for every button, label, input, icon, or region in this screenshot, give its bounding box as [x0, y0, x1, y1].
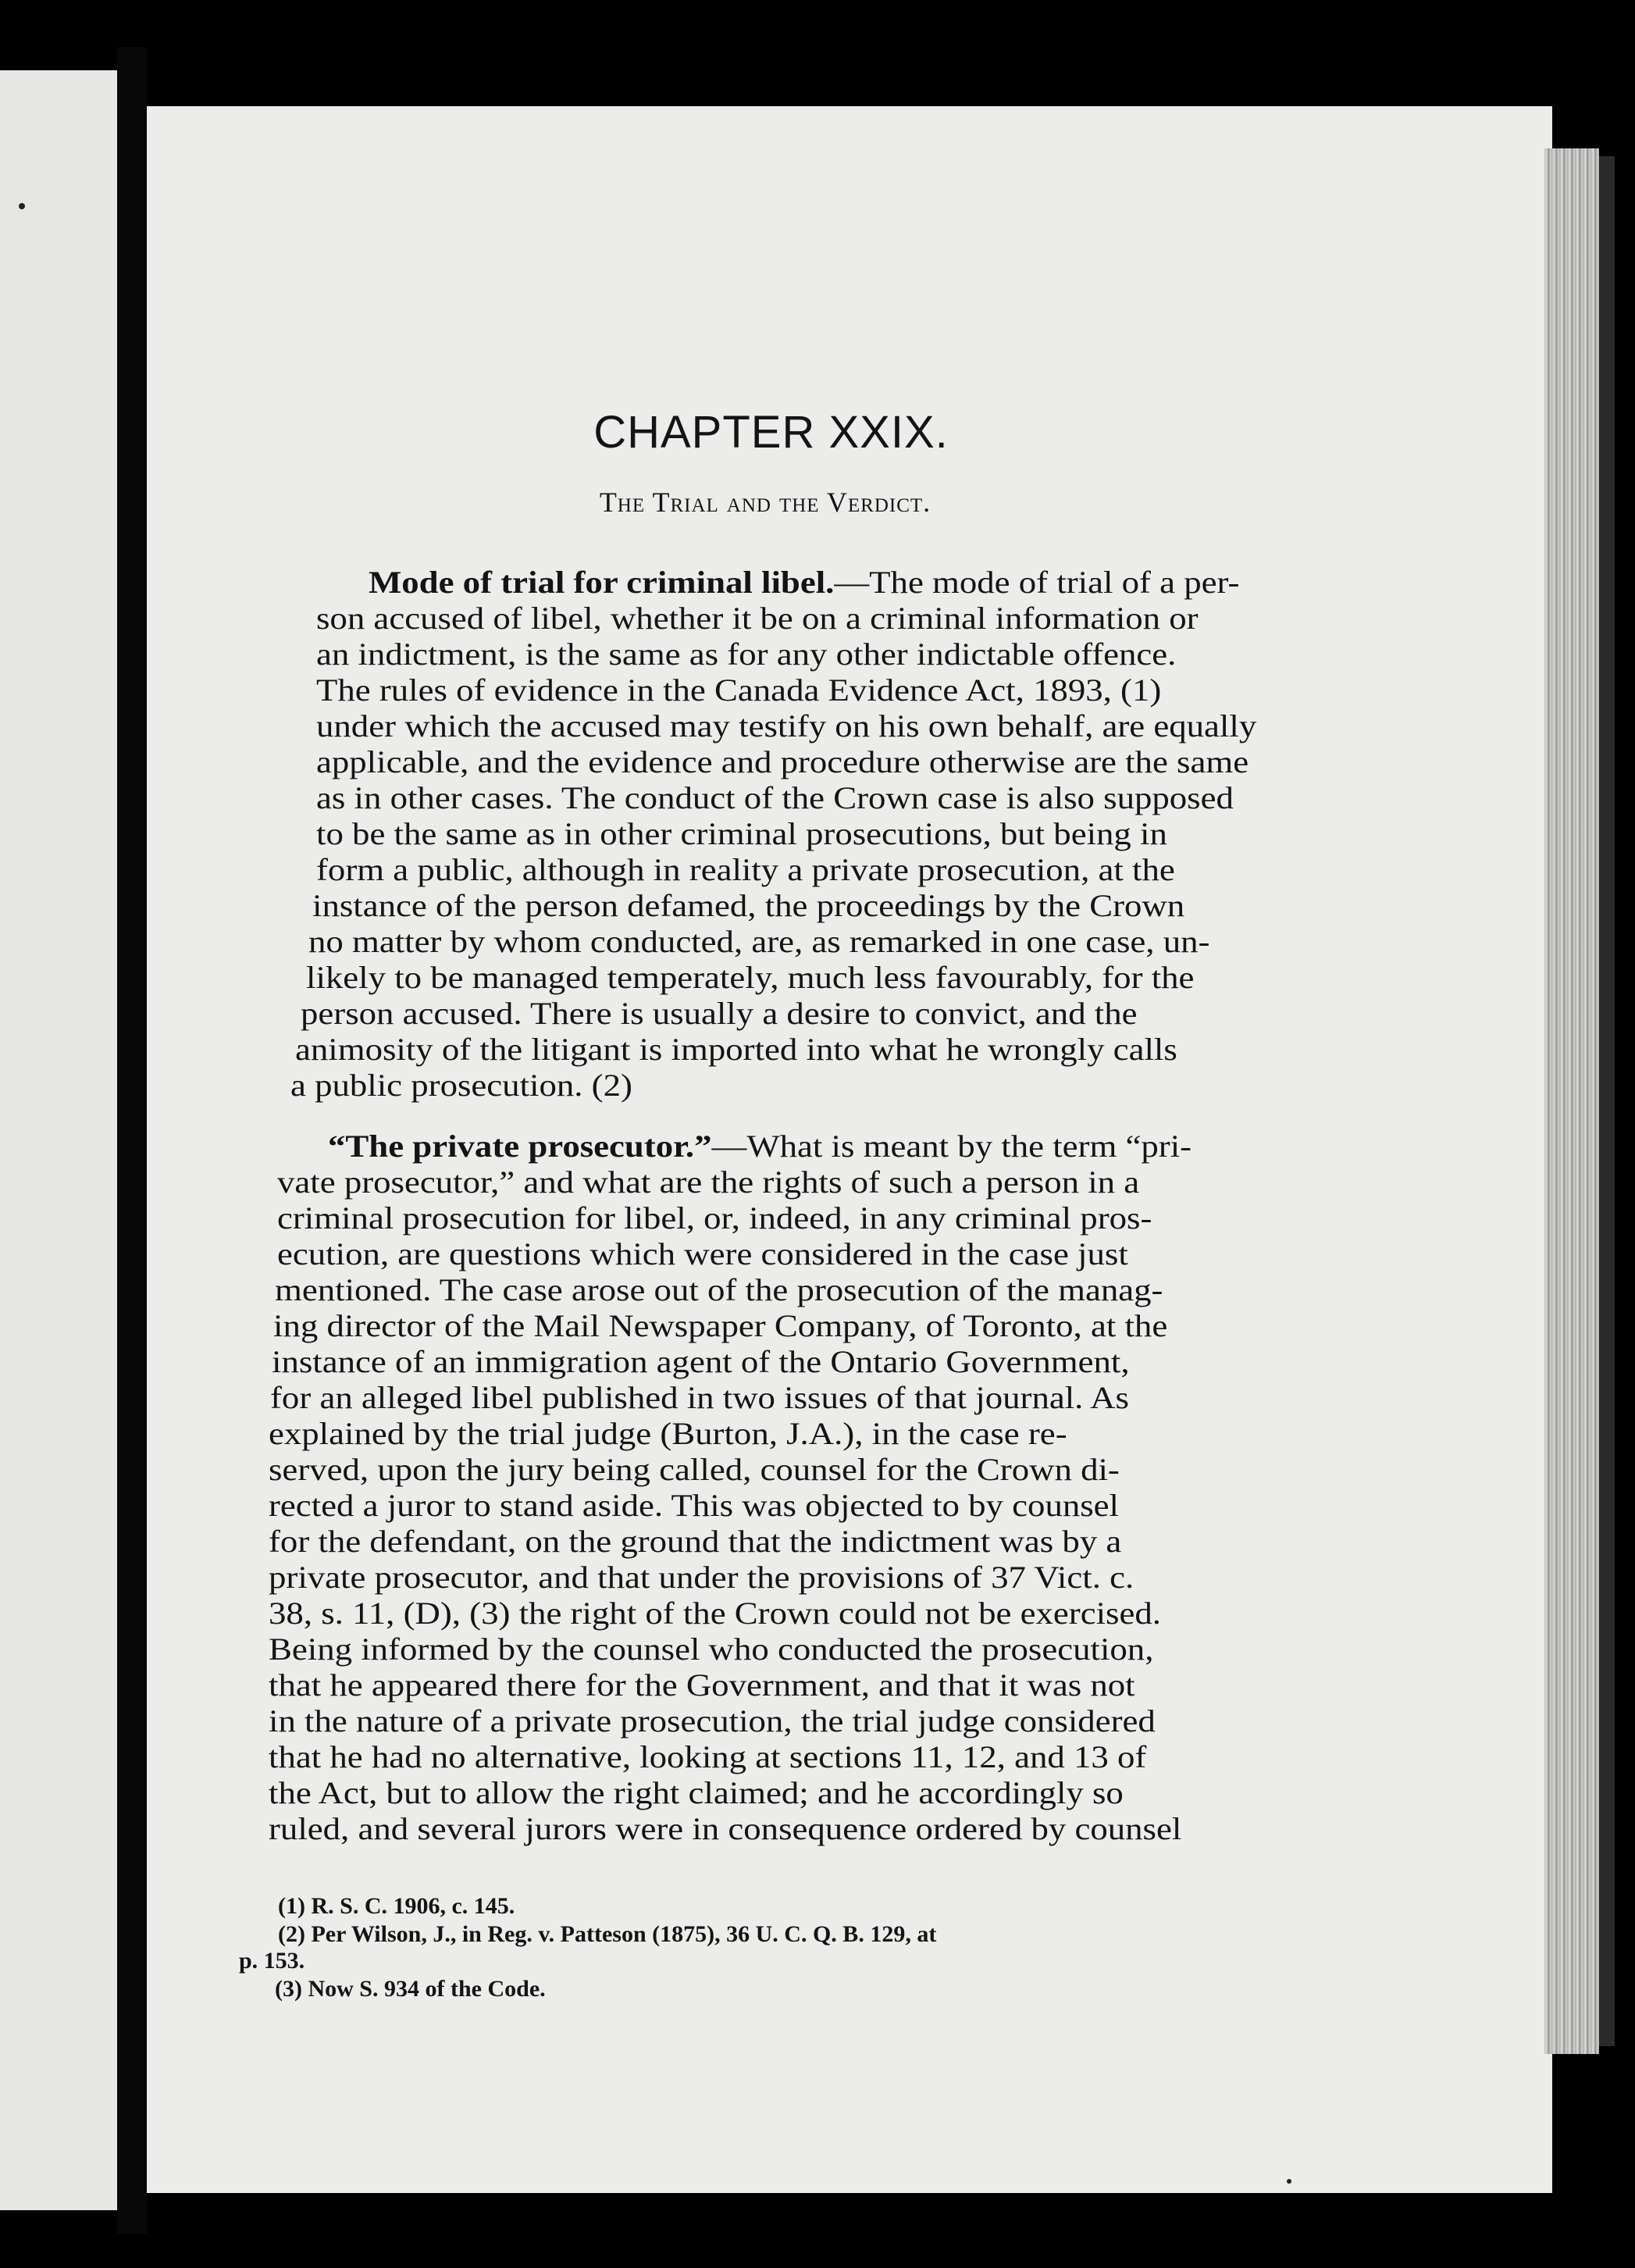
- footnote: p. 153.: [239, 1948, 305, 1974]
- paragraph-line: the Act, but to allow the right claimed; and he accordingly so: [269, 1775, 1124, 1810]
- paragraph-line: form a public, although in reality a private prosecution, at the: [316, 852, 1175, 887]
- paragraph-line: Mode of trial for criminal libel.—The mode of trial of a per-: [369, 565, 1240, 600]
- paragraph-line: instance of an immigration agent of the Ontario Government,: [272, 1344, 1130, 1379]
- section-heading: “The private prosecutor.”: [328, 1129, 712, 1164]
- paragraph-line: for an alleged libel published in two issues of that journal. As: [270, 1380, 1129, 1415]
- speck: [1287, 2179, 1291, 2184]
- paragraph-line: rected a juror to stand aside. This was objected to by counsel: [269, 1488, 1120, 1523]
- paragraph-line: served, upon the jury being called, counsel for the Crown di-: [269, 1452, 1120, 1487]
- paragraph-line: for the defendant, on the ground that the indictment was by a: [269, 1524, 1122, 1559]
- page-edges: [1544, 148, 1599, 2054]
- paragraph-line: to be the same as in other criminal prosecutions, but being in: [316, 816, 1167, 851]
- chapter-title: CHAPTER XXIX.: [593, 407, 949, 458]
- paragraph-line: person accused. There is usually a desire to convict, and the: [301, 996, 1138, 1031]
- section-heading: Mode of trial for criminal libel.: [369, 565, 835, 600]
- paragraph-line: criminal prosecution for libel, or, indeed, in any criminal pros-: [277, 1200, 1152, 1236]
- paragraph-line: Being informed by the counsel who conducted the prosecution,: [269, 1631, 1154, 1667]
- paragraph-line: son accused of libel, whether it be on a criminal information or: [316, 601, 1199, 636]
- paragraph-line: explained by the trial judge (Burton, J.A.), in the case re-: [269, 1416, 1067, 1451]
- facing-page-edge: [0, 70, 117, 2210]
- paragraph-line: that he had no alternative, looking at sections 11, 12, and 13 of: [269, 1739, 1147, 1774]
- paragraph-line: in the nature of a private prosecution, the trial judge considered: [269, 1703, 1156, 1738]
- paragraph-line: an indictment, is the same as for any other indictable offence.: [316, 637, 1177, 672]
- footnote: (1) R. S. C. 1906, c. 145.: [278, 1893, 515, 1919]
- paragraph-line: a public prosecution. (2): [290, 1068, 632, 1103]
- paragraph-line: The rules of evidence in the Canada Evidence Act, 1893, (1): [316, 672, 1162, 708]
- paragraph-line: vate prosecutor,” and what are the rights of such a person in a: [277, 1164, 1140, 1200]
- paragraph-line: 38, s. 11, (D), (3) the right of the Crown could not be exercised.: [269, 1596, 1161, 1631]
- paragraph-line: “The private prosecutor.”—What is meant by the term “pri-: [328, 1129, 1192, 1164]
- paragraph-line: ing director of the Mail Newspaper Company, of Toronto, at the: [273, 1308, 1168, 1343]
- paragraph-line: no matter by whom conducted, are, as remarked in one case, un-: [308, 924, 1210, 959]
- book-gutter: [117, 47, 147, 2234]
- paragraph-line: animosity of the litigant is imported into what he wrongly calls: [295, 1032, 1177, 1067]
- paragraph-line: as in other cases. The conduct of the Crown case is also supposed: [316, 780, 1234, 815]
- paragraph-line: private prosecutor, and that under the provisions of 37 Vict. c.: [269, 1560, 1135, 1595]
- paragraph-line: applicable, and the evidence and procedure otherwise are the same: [316, 744, 1249, 779]
- paragraph-line: that he appeared there for the Government, and that it was not: [269, 1667, 1135, 1703]
- paragraph-line: ruled, and several jurors were in consequence ordered by counsel: [269, 1811, 1182, 1846]
- paragraph-line: under which the accused may testify on his own behalf, are equally: [316, 708, 1257, 744]
- paragraph-line: likely to be managed temperately, much less favourably, for the: [306, 960, 1195, 995]
- cover-edge: [1599, 156, 1615, 2046]
- paragraph-line: mentioned. The case arose out of the prosecution of the manag-: [275, 1272, 1163, 1307]
- footnote: (2) Per Wilson, J., in Reg. v. Patteson (1875), 36 U. C. Q. B. 129, at: [278, 1921, 937, 1947]
- footnote: (3) Now S. 934 of the Code.: [275, 1976, 546, 2002]
- paragraph-line: ecution, are questions which were considered in the case just: [277, 1236, 1128, 1271]
- speck: [19, 203, 25, 209]
- paragraph-line: instance of the person defamed, the proceedings by the Crown: [312, 888, 1185, 923]
- chapter-subtitle: The Trial and the Verdict.: [599, 487, 931, 518]
